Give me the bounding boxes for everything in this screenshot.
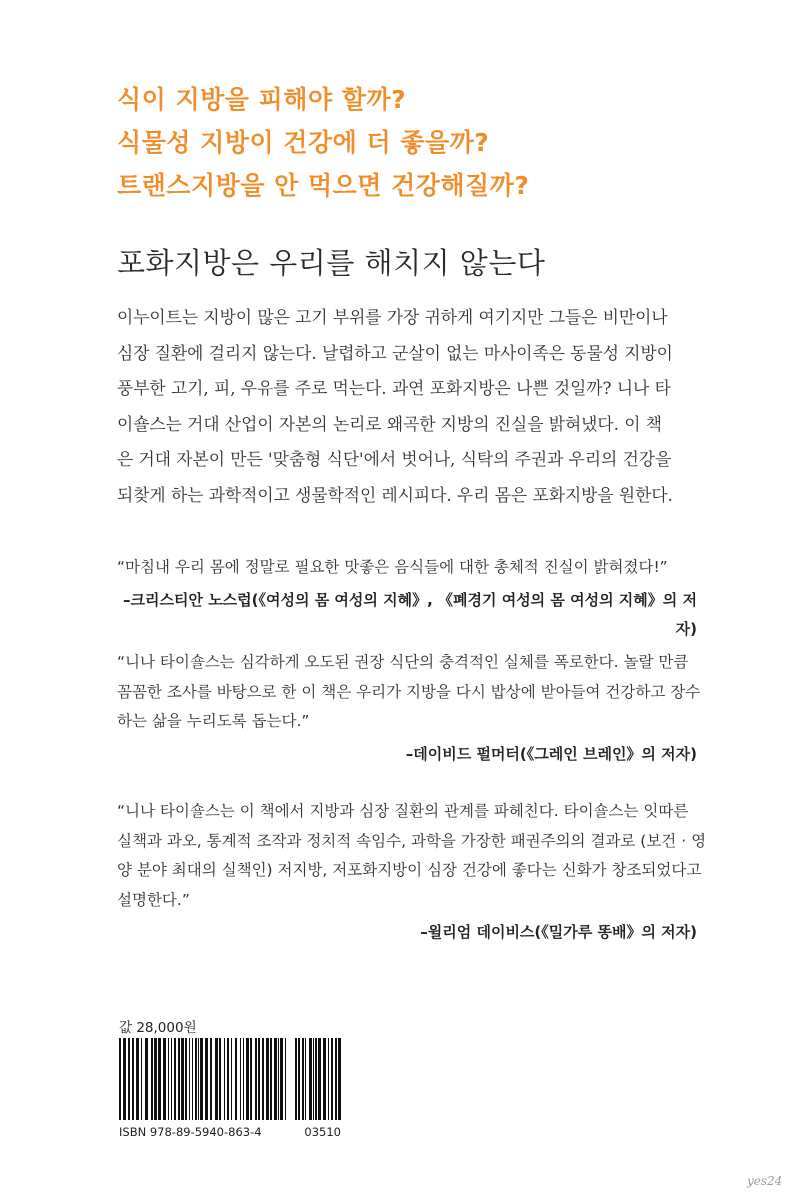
barcode-bar <box>335 1038 337 1120</box>
quote-line: “마침내 우리 몸에 정말로 필요한 맛좋은 음식들에 대한 총체적 진실이 밝혀졌다!” <box>117 558 668 576</box>
barcode-bar <box>215 1038 218 1120</box>
barcode-bar <box>195 1038 197 1120</box>
barcode-bar <box>318 1038 321 1120</box>
barcode-bar <box>119 1038 121 1120</box>
barcode-bar <box>154 1038 157 1120</box>
barcode-bar <box>250 1038 252 1120</box>
quote-attribution: –크리스티안 노스럽(《여성의 몸 여성의 지혜》, 《폐경기 여성의 몸 여성의 지혜》의 저자) <box>123 590 697 638</box>
barcode-bar <box>168 1038 169 1120</box>
barcode-bar <box>189 1038 190 1120</box>
barcode-bar <box>262 1038 264 1120</box>
quote-attribution: –데이비드 펄머터(《그레인 브레인》의 저자) <box>405 744 697 763</box>
barcode-bar <box>158 1038 161 1120</box>
barcode-bar <box>280 1038 283 1120</box>
barcode-bar <box>151 1038 153 1120</box>
barcode-bar <box>219 1038 221 1120</box>
question-3: 트랜스지방을 안 먹으면 건강해질까? <box>117 171 530 200</box>
barcode-bar <box>255 1038 257 1120</box>
body-paragraph <box>117 300 692 514</box>
barcode-bar <box>315 1038 317 1120</box>
endorsement-quote-1 <box>117 553 697 645</box>
barcode-bar <box>328 1038 329 1120</box>
barcode-bar <box>235 1038 237 1120</box>
body-line: 풍부한 고기, 피, 우유를 주로 먹는다. 과연 포화지방은 나쁜 것일까? 니나 타 <box>117 378 671 399</box>
price-label: 값 28,000원 <box>119 1020 197 1036</box>
body-line: 이누이트는 지방이 많은 고기 부위를 가장 귀하게 여기지만 그들은 비만이나 <box>117 307 668 327</box>
barcode-bar <box>298 1038 300 1120</box>
barcode-bar <box>302 1038 304 1120</box>
barcode-bar <box>205 1038 208 1120</box>
barcode-bar <box>123 1038 126 1120</box>
barcode-bar <box>132 1038 134 1120</box>
quote-attribution: –윌리엄 데이비스(《밀가루 똥배》의 저자) <box>420 923 697 941</box>
quote-line: 하는 삶을 누리도록 돕는다.” <box>117 712 310 730</box>
barcode-bar <box>200 1038 203 1120</box>
body-line: 심장 질환에 걸리지 않는다. 날렵하고 군살이 없는 마사이족은 동물성 지방이 <box>117 342 673 363</box>
addon-code: 03510 <box>304 1125 341 1139</box>
barcode-bar <box>145 1038 148 1120</box>
barcode-bar <box>141 1038 142 1120</box>
endorsement-quote-2 <box>117 648 701 769</box>
barcode-bar <box>278 1038 279 1120</box>
barcode-bar <box>181 1038 184 1120</box>
barcode-bar <box>295 1038 297 1120</box>
barcode-bar <box>270 1038 272 1120</box>
barcode-bar <box>128 1038 130 1120</box>
barcode <box>119 1038 341 1120</box>
barcode-bar <box>285 1038 286 1120</box>
barcode-bar <box>192 1038 193 1120</box>
barcode-bar <box>266 1038 269 1120</box>
body-line: 이숄스는 거대 산업이 자본의 논리로 왜곡한 지방의 진실을 밝혀냈다. 이 책 <box>117 413 663 434</box>
body-line: 은 거대 자본이 만든 '맞춤형 식단'에서 벗어나, 식탁의 주권과 우리의 건강을 <box>117 449 672 470</box>
watermark-logo: yes24 <box>747 1174 783 1188</box>
quote-line: “니나 타이숄스는 이 책에서 지방과 심장 질환의 관계를 파헤친다. 타이숄스는 잇따른 <box>117 802 689 820</box>
barcode-bar <box>338 1038 341 1120</box>
headline: 포화지방은 우리를 해치지 않는다 <box>117 246 546 280</box>
barcode-bar <box>274 1038 277 1120</box>
barcode-bar <box>178 1038 180 1120</box>
barcode-bar <box>240 1038 241 1120</box>
endorsement-quote-3 <box>117 797 707 948</box>
quote-line: 실책과 과오, 통계적 조작과 정치적 속임수, 과학을 가장한 패권주의의 결과로 (보건 · 영 <box>117 831 707 850</box>
barcode-bar <box>210 1038 212 1120</box>
barcode-bar <box>258 1038 260 1120</box>
barcode-bar <box>174 1038 176 1120</box>
barcode-bar <box>227 1038 229 1120</box>
barcode-graphic <box>119 1038 341 1120</box>
quote-line: 양 분야 최대의 실책인) 저지방, 저포화지방이 심장 건강에 좋다는 신화가 창조되었다고 <box>117 861 702 879</box>
barcode-bar <box>171 1038 172 1120</box>
barcode-bar <box>231 1038 232 1120</box>
barcode-bar <box>224 1038 225 1120</box>
barcode-bar <box>163 1038 166 1120</box>
quote-line: 설명한다.” <box>117 890 190 909</box>
isbn-row <box>119 1125 341 1139</box>
barcode-bar <box>305 1038 306 1120</box>
barcode-bar <box>309 1038 312 1120</box>
barcode-bar <box>243 1038 244 1120</box>
barcode-bar <box>246 1038 249 1120</box>
isbn-number: ISBN 978-89-5940-863-4 <box>119 1125 262 1139</box>
barcode-bar <box>313 1038 314 1120</box>
barcode-bar <box>185 1038 187 1120</box>
quote-line: 꼼꼼한 조사를 바탕으로 한 이 책은 우리가 지방을 다시 밥상에 받아들여 건강하고 장수 <box>117 682 701 701</box>
barcode-bar <box>323 1038 326 1120</box>
question-2: 식물성 지방이 건강에 더 좋을까? <box>117 128 490 157</box>
barcode-bar <box>331 1038 333 1120</box>
barcode-bar <box>198 1038 199 1120</box>
body-line: 되찾게 하는 과학적이고 생물학적인 레시피다. 우리 몸은 포화지방을 원한다. <box>117 484 673 505</box>
barcode-bar <box>136 1038 139 1120</box>
question-block <box>117 78 737 207</box>
quote-line: “니나 타이숄스는 심각하게 오도된 권장 식단의 충격적인 실체를 폭로한다. 놀랄 만큼 <box>117 653 689 671</box>
question-1: 식이 지방을 피해야 할까? <box>117 85 407 114</box>
